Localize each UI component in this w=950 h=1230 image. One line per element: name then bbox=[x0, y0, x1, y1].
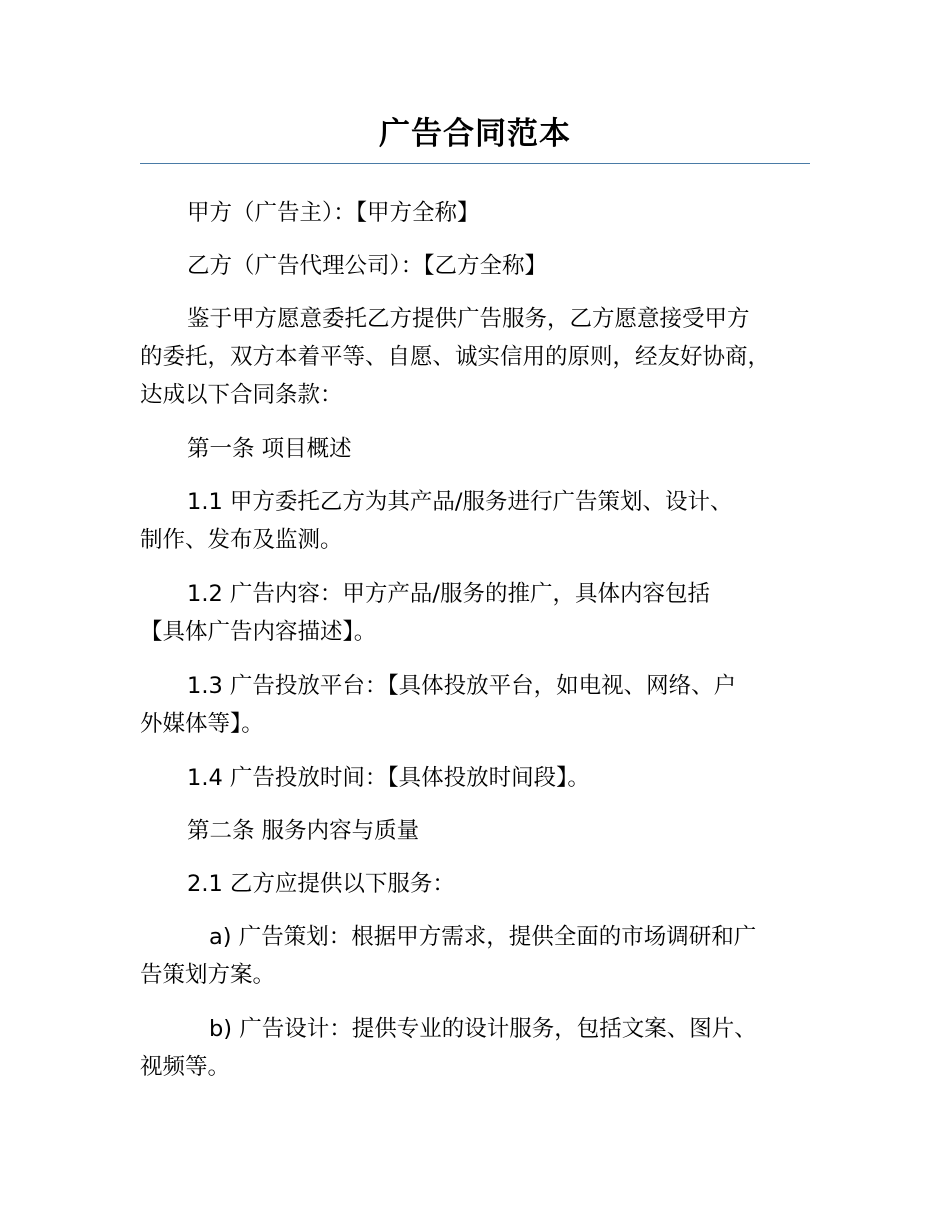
item-b bbox=[140, 1010, 810, 1086]
article-1-heading-text: 第一条 项目概述 bbox=[187, 436, 352, 462]
item-line: a) 广告策划：根据甲方需求，提供全面的市场调研和广 bbox=[209, 924, 757, 950]
item-line: 视频等。 bbox=[140, 1054, 231, 1080]
party-a-line bbox=[140, 194, 810, 232]
article-1-heading bbox=[140, 430, 810, 468]
clause-1-4 bbox=[140, 759, 810, 797]
clause-line: 1.4 广告投放时间：【具体投放时间段】。 bbox=[187, 765, 590, 791]
clause-line: 1.3 广告投放平台：【具体投放平台，如电视、网络、户 bbox=[187, 673, 737, 699]
preamble-paragraph bbox=[140, 300, 810, 414]
preamble-line: 的委托，双方本着平等、自愿、诚实信用的原则，经友好协商， bbox=[140, 344, 771, 370]
article-2-heading-text: 第二条 服务内容与质量 bbox=[187, 818, 420, 844]
party-b-text: 乙方（广告代理公司）：【乙方全称】 bbox=[187, 253, 548, 279]
clause-line: 外媒体等】。 bbox=[140, 711, 264, 737]
title-underline bbox=[140, 163, 810, 164]
clause-1-3 bbox=[140, 667, 810, 743]
preamble-line: 鉴于甲方愿意委托乙方提供广告服务，乙方愿意接受甲方 bbox=[187, 306, 750, 332]
clause-1-2 bbox=[140, 575, 810, 651]
item-a bbox=[140, 918, 810, 994]
clause-line: 1.1 甲方委托乙方为其产品/服务进行广告策划、设计、 bbox=[187, 489, 733, 515]
clause-line: 1.2 广告内容：甲方产品/服务的推广，具体内容包括 bbox=[187, 581, 711, 607]
preamble-line: 达成以下合同条款： bbox=[140, 382, 343, 408]
item-line: 告策划方案。 bbox=[140, 962, 276, 988]
clause-line: 2.1 乙方应提供以下服务： bbox=[187, 871, 455, 897]
document-title: 广告合同范本 bbox=[379, 116, 571, 152]
clause-1-1 bbox=[140, 483, 810, 559]
item-line: b) 广告设计：提供专业的设计服务，包括文案、图片、 bbox=[209, 1016, 757, 1042]
clause-line: 制作、发布及监测。 bbox=[140, 527, 343, 553]
clause-2-1 bbox=[140, 865, 810, 903]
article-2-heading bbox=[140, 812, 810, 850]
clause-line: 【具体广告内容描述】。 bbox=[140, 619, 377, 645]
party-b-line bbox=[140, 247, 810, 285]
party-a-text: 甲方（广告主）：【甲方全称】 bbox=[187, 200, 480, 226]
